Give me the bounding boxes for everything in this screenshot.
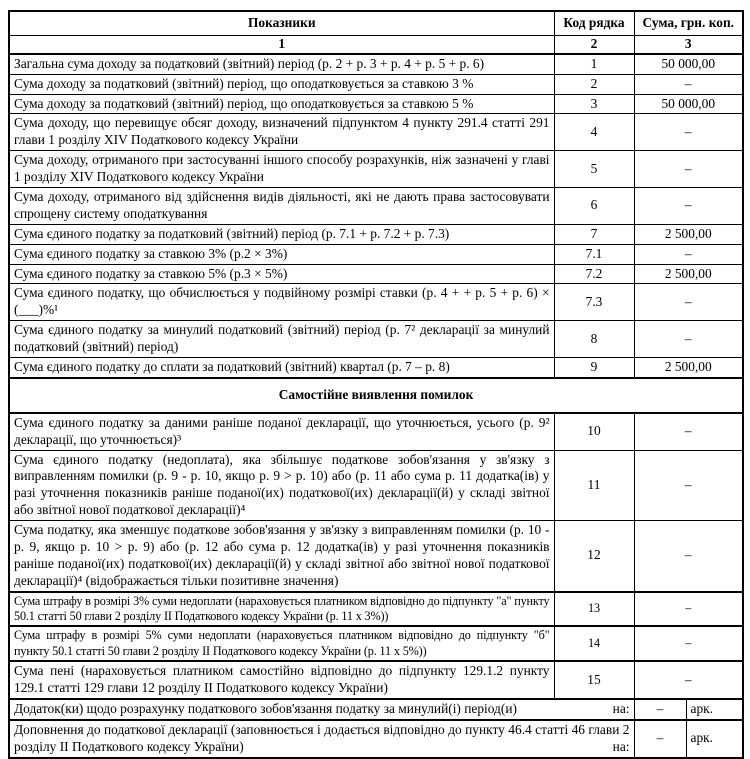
row-code: 7.1 xyxy=(554,244,634,264)
table-row xyxy=(9,661,743,699)
row-value: – xyxy=(634,661,743,699)
appendix-count: – xyxy=(634,699,686,720)
row-code: 13 xyxy=(554,592,634,627)
row-code: 9 xyxy=(554,358,634,378)
table-row xyxy=(9,188,743,225)
header-num-1: 1 xyxy=(9,35,554,53)
row-value: 2 500,00 xyxy=(634,264,743,284)
table-row xyxy=(9,450,743,521)
appendix-label-cell xyxy=(9,699,634,720)
section-title: Самостійне виявлення помилок xyxy=(9,378,743,413)
supplement-unit: арк. xyxy=(686,720,743,758)
row-value: 2 500,00 xyxy=(634,358,743,378)
row-value: – xyxy=(634,592,743,627)
row-value: – xyxy=(634,188,743,225)
header-num-3: 3 xyxy=(634,35,743,53)
row-code: 7 xyxy=(554,224,634,244)
row-code: 3 xyxy=(554,94,634,114)
row-code: 12 xyxy=(554,521,634,592)
row-label: Сума податку, яка зменшує податкове зобов'язання у зв'язку з виправленням помилки (р. 10 - р. 9, якщо р. 10 > р. 9) або (р. 12 або сума р. 12 додатка(ів) у разі уточнення показників раніше поданої(их) податкової(их) декларації(й) у складі звітної або звітної нової податкової декларації)⁴ (відображається тільки позитивне значення) xyxy=(9,521,554,592)
row-label: Сума єдиного податку за минулий податковий (звітний) період (р. 7² декларації за минулий податковий (звітний) період) xyxy=(9,321,554,358)
section-header-row xyxy=(9,378,743,413)
row-code: 11 xyxy=(554,450,634,521)
row-label: Сума пені (нараховується платником самостійно відповідно до підпункту 129.1.2 пункту 129.1 статті 129 глави 12 розділу II Податкового кодексу України) xyxy=(9,661,554,699)
row-code: 7.2 xyxy=(554,264,634,284)
header-code: Код рядка xyxy=(554,11,634,35)
row-code: 4 xyxy=(554,114,634,151)
tax-declaration-table xyxy=(8,10,744,759)
row-value: – xyxy=(634,244,743,264)
header-sum: Сума, грн. коп. xyxy=(634,11,743,35)
row-label: Сума єдиного податку до сплати за податковий (звітний) квартал (р. 7 – р. 8) xyxy=(9,358,554,378)
row-value: – xyxy=(634,151,743,188)
row-value: 50 000,00 xyxy=(634,54,743,74)
appendix-unit: арк. xyxy=(686,699,743,720)
header-indicators: Показники xyxy=(9,11,554,35)
table-row xyxy=(9,74,743,94)
table-row xyxy=(9,521,743,592)
table-row xyxy=(9,413,743,450)
appendix-row xyxy=(9,699,743,720)
row-label: Сума доходу за податковий (звітний) період, що оподатковується за ставкою 3 % xyxy=(9,74,554,94)
row-label: Сума доходу за податковий (звітний) період, що оподатковується за ставкою 5 % xyxy=(9,94,554,114)
row-value: – xyxy=(634,321,743,358)
supplement-label-cell xyxy=(9,720,634,758)
row-label: Сума єдиного податку за ставкою 5% (р.3 × 5%) xyxy=(9,264,554,284)
row-label: Сума єдиного податку за даними раніше поданої декларації, що уточнюється, усього (р. 9² декларації, що уточнюється)³ xyxy=(9,413,554,450)
supplement-row xyxy=(9,720,743,758)
table-row xyxy=(9,54,743,74)
row-value: 2 500,00 xyxy=(634,224,743,244)
table-row xyxy=(9,358,743,378)
table-row xyxy=(9,592,743,627)
row-code: 8 xyxy=(554,321,634,358)
row-label: Сума єдиного податку за ставкою 3% (р.2 × 3%) xyxy=(9,244,554,264)
row-value: – xyxy=(634,450,743,521)
row-code: 6 xyxy=(554,188,634,225)
row-code: 7.3 xyxy=(554,284,634,321)
row-code: 10 xyxy=(554,413,634,450)
table-row xyxy=(9,626,743,661)
row-label: Сума доходу, що перевищує обсяг доходу, визначений підпунктом 4 пункту 291.4 статті 291 глави 1 розділу XIV Податкового кодексу України xyxy=(9,114,554,151)
header-num-2: 2 xyxy=(554,35,634,53)
appendix-na-label: на: xyxy=(612,701,630,716)
table-row xyxy=(9,321,743,358)
row-value: – xyxy=(634,74,743,94)
supplement-na-label: на: xyxy=(612,738,630,754)
row-label: Сума доходу, отриманого від здійснення видів діяльності, які не дають права застосовувати спрощену систему оподаткування xyxy=(9,188,554,225)
appendix-label: Додаток(ки) щодо розрахунку податкового зобов'язання податку за минулий(і) період(и) xyxy=(14,701,517,716)
supplement-count: – xyxy=(634,720,686,758)
row-value: 50 000,00 xyxy=(634,94,743,114)
row-label: Сума штрафу в розмірі 5% суми недоплати (нараховується платником відповідно до підпункту "б" пункту 50.1 статті 50 глави 2 розділу II Податкового кодексу України (р. 11 х 5%)) xyxy=(9,626,554,661)
row-label: Сума доходу, отриманого при застосуванні іншого способу розрахунків, ніж зазначені у главі 1 розділу XIV Податкового кодексу України xyxy=(9,151,554,188)
row-label: Сума єдиного податку, що обчислюється у подвійному розмірі ставки (р. 4 + + р. 5 + р. 6) × (___)%¹ xyxy=(9,284,554,321)
row-value: – xyxy=(634,413,743,450)
header-number-row xyxy=(9,35,743,53)
row-label: Сума штрафу в розмірі 3% суми недоплати (нараховується платником відповідно до підпункту "а" пункту 50.1 статті 50 глави 2 розділу II Податкового кодексу України (р. 11 х 3%)) xyxy=(9,592,554,627)
row-value: – xyxy=(634,521,743,592)
table-row xyxy=(9,264,743,284)
table-row xyxy=(9,94,743,114)
table-row xyxy=(9,244,743,264)
row-code: 14 xyxy=(554,626,634,661)
table-row xyxy=(9,284,743,321)
row-label: Сума єдиного податку за податковий (звітний) період (р. 7.1 + р. 7.2 + р. 7.3) xyxy=(9,224,554,244)
row-code: 5 xyxy=(554,151,634,188)
table-row xyxy=(9,224,743,244)
row-code: 1 xyxy=(554,54,634,74)
row-label: Сума єдиного податку (недоплата), яка збільшує податкове зобов'язання у зв'язку з виправленням помилки (р. 9 - р. 10, якщо р. 9 > р. 10) або (р. 11 або сума р. 11 додатка(ів) у разі уточнення показників раніше поданої(их) податкової(их) декларації(й) у складі звітної або звітної нової податкової декларації)⁴ xyxy=(9,450,554,521)
row-value: – xyxy=(634,626,743,661)
row-code: 15 xyxy=(554,661,634,699)
table-row xyxy=(9,114,743,151)
row-value: – xyxy=(634,284,743,321)
row-code: 2 xyxy=(554,74,634,94)
supplement-label: Доповнення до податкової декларації (заповнюється і додається відповідно до пункту 46.4 статті 46 глави 2 розділу II Податкового кодексу України) xyxy=(14,721,630,754)
row-value: – xyxy=(634,114,743,151)
row-label: Загальна сума доходу за податковий (звітний) період (р. 2 + р. 3 + р. 4 + р. 5 + р. 6) xyxy=(9,54,554,74)
header-row xyxy=(9,11,743,35)
table-row xyxy=(9,151,743,188)
